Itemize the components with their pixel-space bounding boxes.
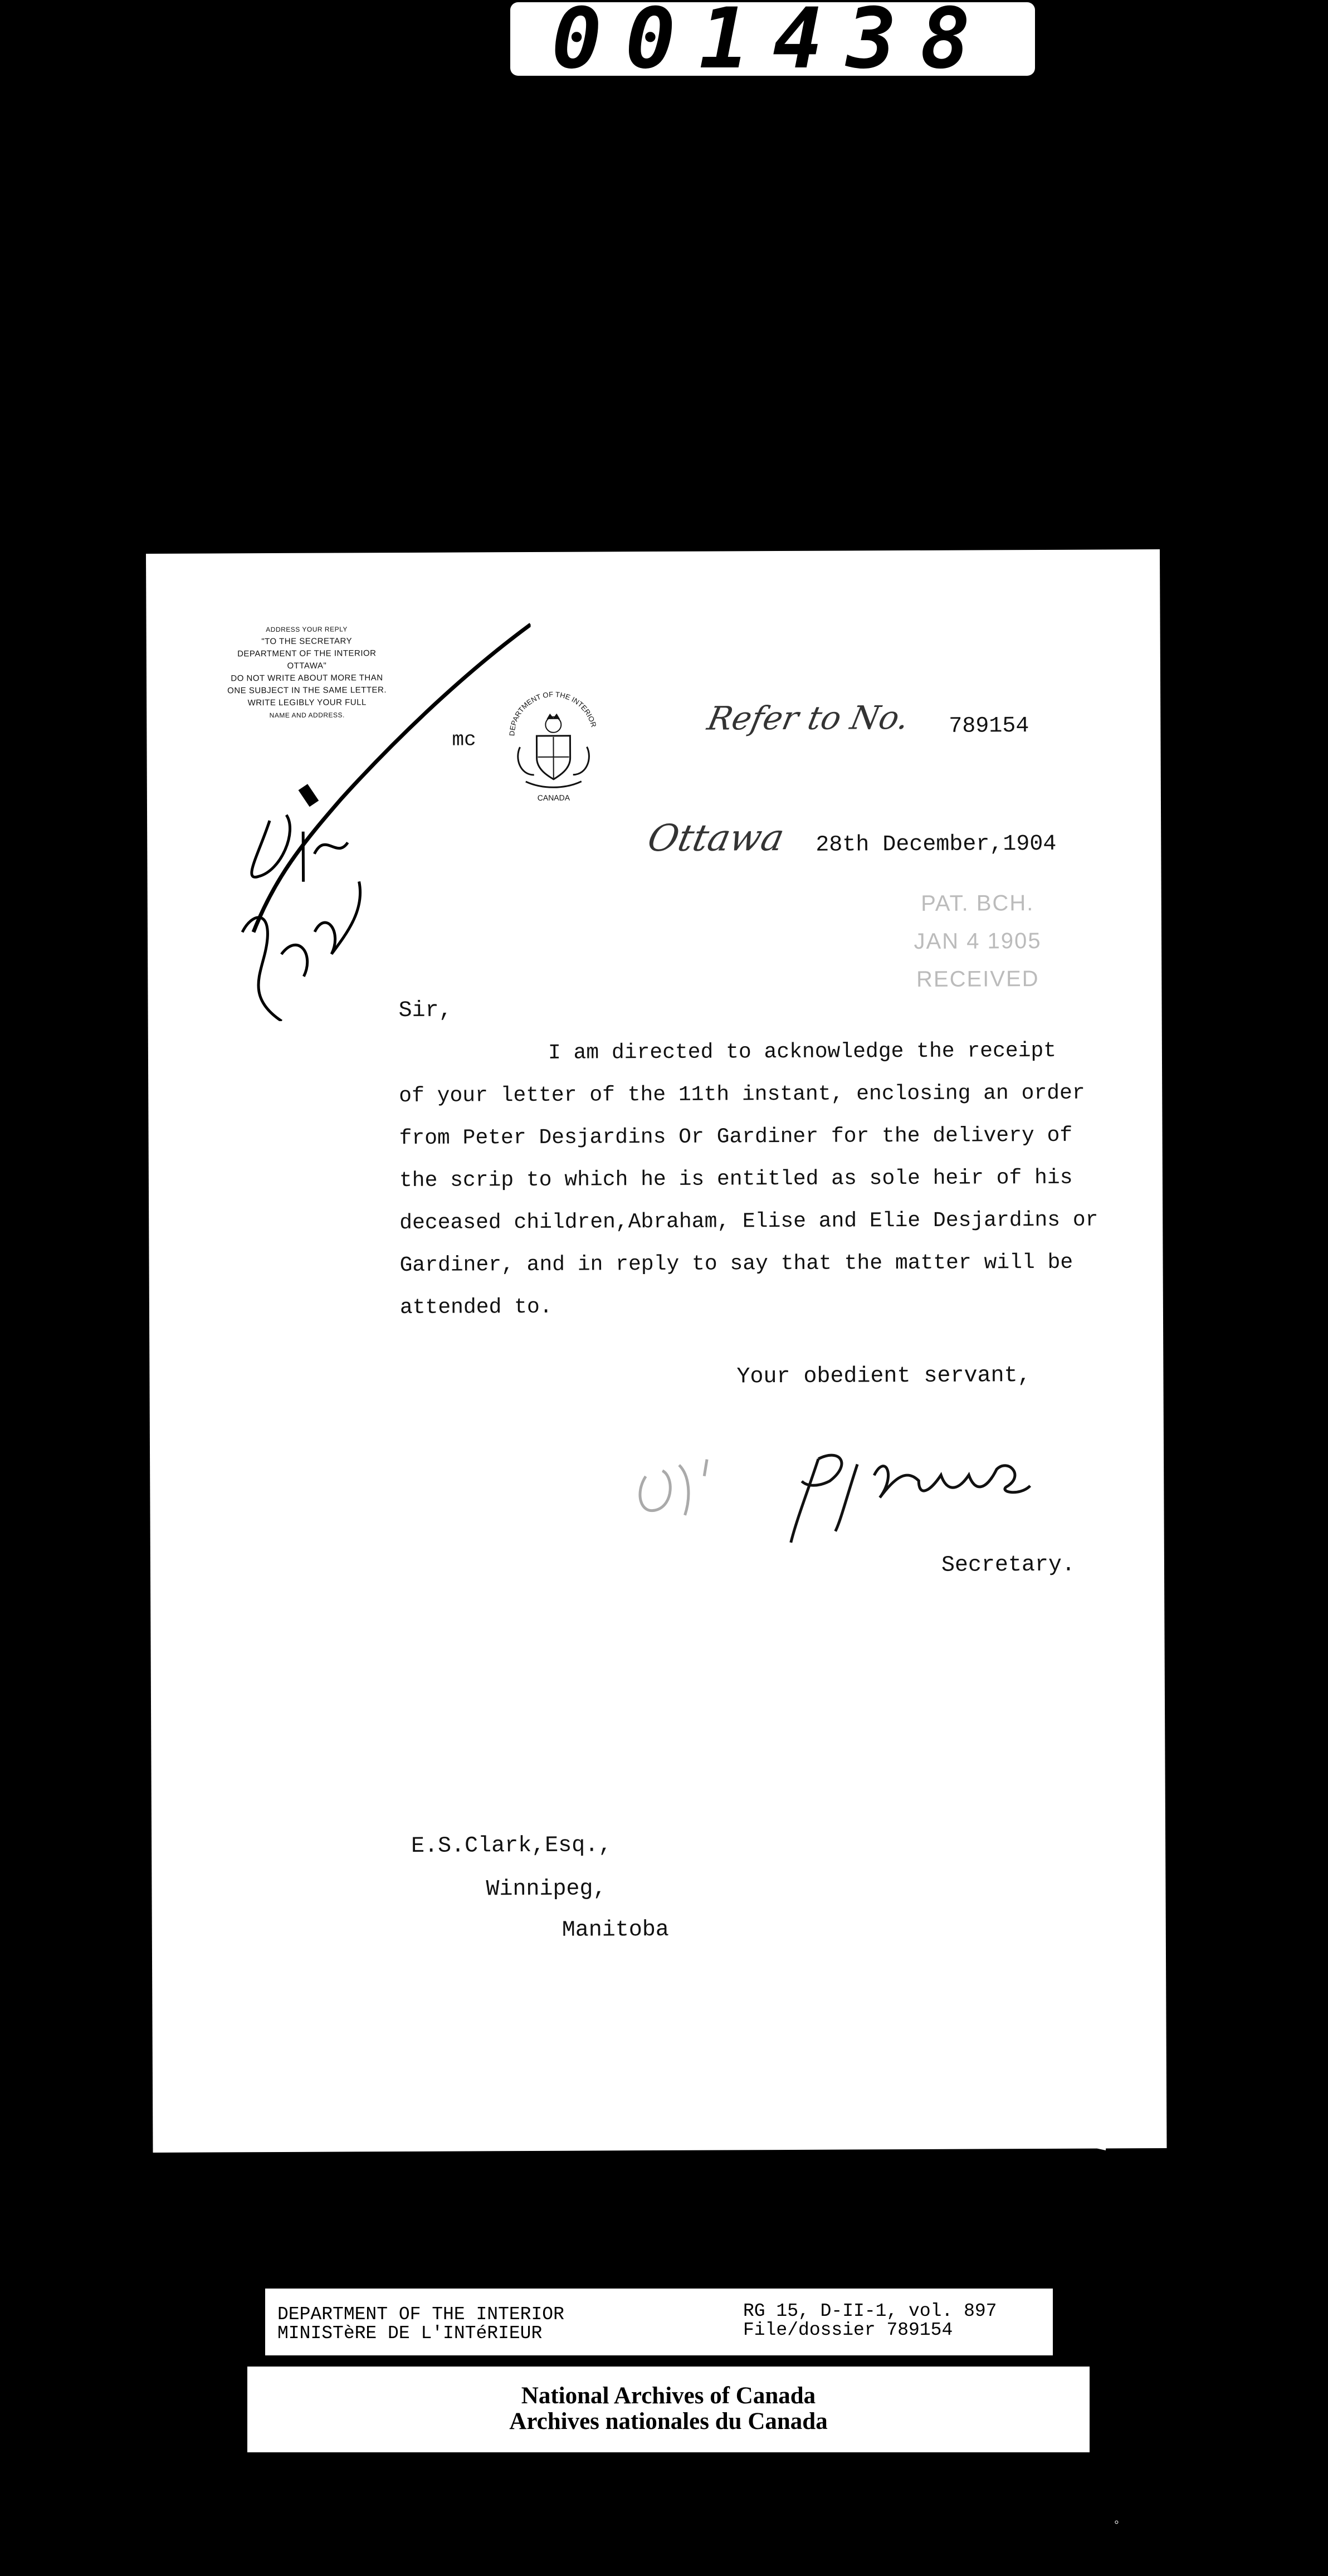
letterhead-line: ONE SUBJECT IN THE SAME LETTER. [227,685,387,696]
addressee-name: E.S.Clark,Esq., [411,1833,612,1859]
archives-name-french: Archives nationales du Canada [509,2408,828,2434]
letter-date: 28th December,1904 [816,831,1057,858]
handwritten-file-note [219,619,533,1024]
record-group: RG 15, D-II-1, vol. 897 [743,2301,997,2321]
department-english: DEPARTMENT OF THE INTERIOR [277,2304,564,2325]
city-name: Ottawa [644,816,788,860]
refer-to-label: Refer to No. [704,698,913,738]
file-number: File/dossier 789154 [743,2320,953,2340]
body-line: attended to. [399,1295,553,1320]
body-line: deceased children,Abraham, Elise and Elie Desjardins or [399,1208,1098,1236]
addressee-city: Winnipeg, [486,1876,607,1902]
archive-reference-label [265,2289,1053,2355]
department-french: MINISTèRE DE L'INTéRIEUR [277,2323,543,2344]
frame-number: 001438 [510,2,1035,76]
letterhead-line: OTTAWA" [287,661,327,671]
letterhead-line: ADDRESS YOUR REPLY [266,625,348,634]
department-crest [503,685,604,808]
body-line: from Peter Desjardins Or Gardiner for the delivery of [399,1123,1073,1151]
letterhead-line: "TO THE SECRETARY [261,636,353,647]
letterhead-line: NAME AND ADDRESS. [269,711,345,720]
letterhead-line: DEPARTMENT OF THE INTERIOR [237,648,377,659]
crest-text: DEPARTMENT OF THE INTERIOR [507,690,598,736]
received-stamp [894,884,1062,998]
stamp-line: RECEIVED [916,967,1039,992]
corner-mark: ° [1114,2518,1119,2532]
letterhead-line: DO NOT WRITE ABOUT MORE THAN [231,673,383,684]
salutation: Sir, [398,998,452,1024]
stamp-line: PAT. BCH. [921,891,1034,916]
addressee-province: Manitoba [562,1917,669,1943]
archives-name-english: National Archives of Canada [521,2383,816,2409]
reference-number: 789154 [949,714,1029,739]
folded-page-edge [997,1532,1164,2201]
svg-text:DEPARTMENT OF THE INTERIOR [507,690,598,736]
body-line: Gardiner, and in reply to say that the matter will be [399,1250,1073,1278]
body-line: I am directed to acknowledge the receipt [548,1038,1057,1065]
crest-country: CANADA [537,793,570,802]
stamp-line: JAN 4 1905 [914,928,1042,954]
body-line: the scrip to which he is entitled as sole heir of his [399,1165,1073,1193]
typist-initials: mc [452,728,476,752]
body-line: of your letter of the 11th instant, enclosing an order [399,1081,1085,1109]
closing: Your obedient servant, [736,1363,1031,1390]
signatory-title: Secretary. [941,1552,1076,1578]
letterhead-line: WRITE LEGIBLY YOUR FULL [247,697,367,708]
national-archives-label [247,2367,1090,2452]
